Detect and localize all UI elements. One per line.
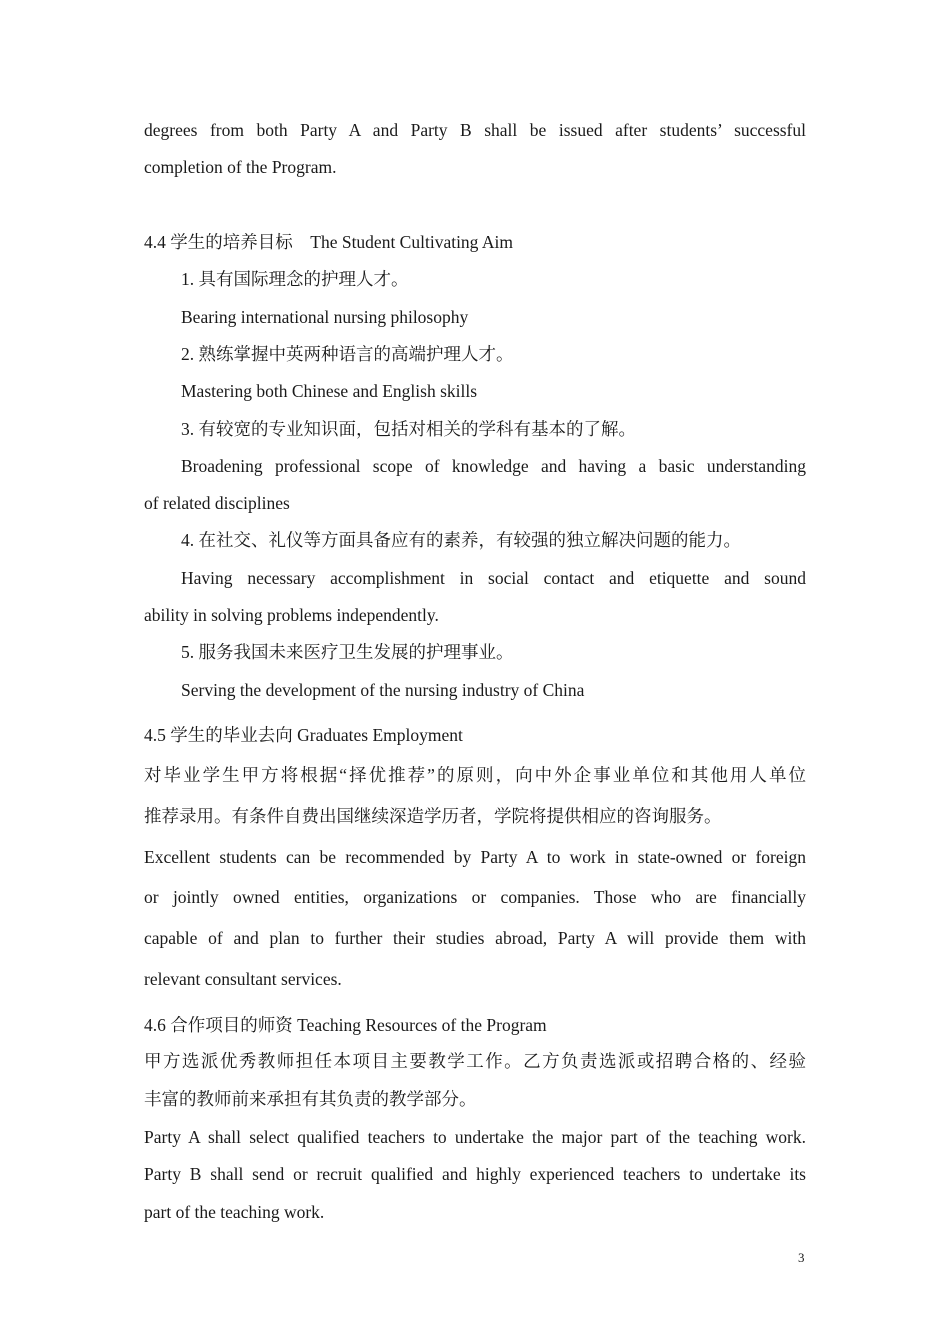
aim-item-2-en: Mastering both Chinese and English skills — [181, 381, 478, 401]
body-text-line: degrees from both Party A and Party B shall be issued after students’ successful — [144, 120, 806, 140]
employment-en-line: capable of and plan to further their studies abroad, Party A will provide them with — [144, 928, 806, 948]
section-heading-4-6: 4.6 合作项目的师资 Teaching Resources of the Program — [144, 1015, 547, 1035]
teaching-cn-line: 丰富的教师前来承担有其负责的教学部分。 — [144, 1089, 477, 1109]
section-heading-4-4: 4.4 学生的培养目标 The Student Cultivating Aim — [144, 232, 513, 252]
aim-item-1-en: Bearing international nursing philosophy — [181, 307, 469, 327]
teaching-en-line: Party B shall send or recruit qualified and highly experienced teachers to undertake its — [144, 1164, 806, 1184]
aim-item-4-en-cont: ability in solving problems independently. — [144, 605, 439, 625]
teaching-en-line: Party A shall select qualified teachers to undertake the major part of the teaching work. — [144, 1127, 806, 1147]
aim-item-3-en: Broadening professional scope of knowledge and having a basic understanding — [181, 456, 806, 476]
aim-item-1-cn: 1. 具有国际理念的护理人才。 — [181, 269, 409, 289]
aim-item-4-en: Having necessary accomplishment in social contact and etiquette and sound — [181, 568, 806, 588]
aim-item-3-en-cont: of related disciplines — [144, 493, 290, 513]
employment-cn-line: 对毕业学生甲方将根据“择优推荐”的原则，向中外企事业单位和其他用人单位 — [144, 765, 806, 785]
section-heading-4-5: 4.5 学生的毕业去向 Graduates Employment — [144, 725, 463, 745]
employment-en-line: Excellent students can be recommended by Party A to work in state-owned or foreign — [144, 847, 806, 867]
aim-item-5-en: Serving the development of the nursing industry of China — [181, 680, 585, 700]
teaching-cn-line: 甲方选派优秀教师担任本项目主要教学工作。乙方负责选派或招聘合格的、经验 — [144, 1051, 806, 1071]
body-text-line: completion of the Program. — [144, 157, 337, 177]
teaching-en-line: part of the teaching work. — [144, 1202, 325, 1222]
employment-en-line: relevant consultant services. — [144, 969, 342, 989]
aim-item-5-cn: 5. 服务我国未来医疗卫生发展的护理事业。 — [181, 642, 514, 662]
employment-cn-line: 推荐录用。有条件自费出国继续深造学历者，学院将提供相应的咨询服务。 — [144, 806, 722, 826]
aim-item-3-cn: 3. 有较宽的专业知识面，包括对相关的学科有基本的了解。 — [181, 419, 636, 439]
aim-item-4-cn: 4. 在社交、礼仪等方面具备应有的素养，有较强的独立解决问题的能力。 — [181, 530, 741, 550]
aim-item-2-cn: 2. 熟练掌握中英两种语言的高端护理人才。 — [181, 344, 514, 364]
page-number: 3 — [798, 1250, 805, 1265]
employment-en-line: or jointly owned entities, organizations or companies. Those who are financially — [144, 887, 806, 907]
